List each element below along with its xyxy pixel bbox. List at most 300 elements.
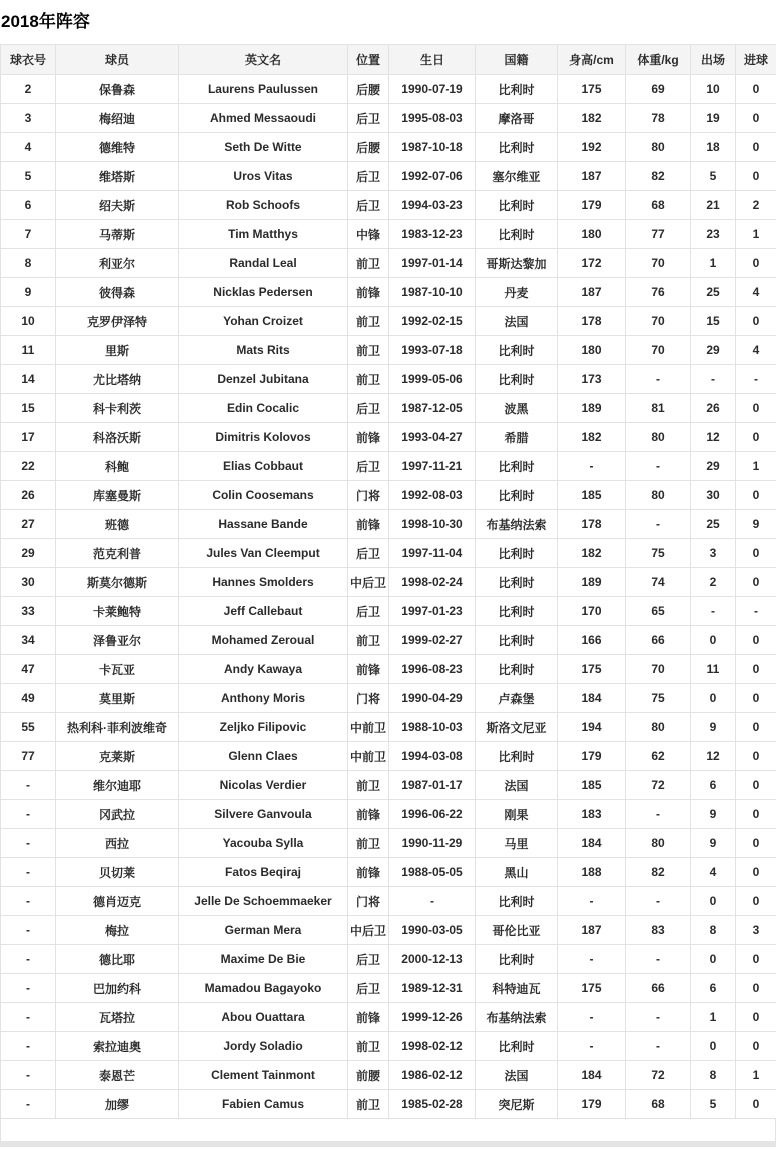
cell-jersey-number: 9	[1, 278, 56, 307]
cell-player-name-en: Andy Kawaya	[179, 655, 348, 684]
cell-nationality: 法国	[476, 307, 558, 336]
cell-jersey-number: 47	[1, 655, 56, 684]
cell-position: 前卫	[348, 626, 389, 655]
cell-player-name-cn: 尤比塔纳	[56, 365, 179, 394]
cell-nationality: 比利时	[476, 568, 558, 597]
cell-nationality: 比利时	[476, 191, 558, 220]
cell-birthday: 1987-10-18	[389, 133, 476, 162]
cell-position: 后卫	[348, 945, 389, 974]
cell-birthday: 1998-02-24	[389, 568, 476, 597]
cell-height: -	[558, 945, 626, 974]
cell-weight: -	[626, 510, 691, 539]
cell-player-name-en: Nicolas Verdier	[179, 771, 348, 800]
cell-appearances: 11	[691, 655, 736, 684]
table-row	[1, 626, 776, 655]
cell-position: 前卫	[348, 1090, 389, 1119]
cell-goals: 0	[736, 655, 776, 684]
cell-weight: -	[626, 800, 691, 829]
cell-position: 中前卫	[348, 742, 389, 771]
cell-position: 中前卫	[348, 713, 389, 742]
table-row	[1, 539, 776, 568]
cell-weight: 72	[626, 1061, 691, 1090]
cell-player-name-cn: 巴加约科	[56, 974, 179, 1003]
cell-nationality: 突尼斯	[476, 1090, 558, 1119]
cell-position: 前卫	[348, 336, 389, 365]
cell-goals: 0	[736, 307, 776, 336]
cell-player-name-en: Maxime De Bie	[179, 945, 348, 974]
column-header-height: 身高/cm	[558, 45, 626, 75]
cell-goals: 0	[736, 1032, 776, 1061]
cell-nationality: 卢森堡	[476, 684, 558, 713]
cell-jersey-number: 26	[1, 481, 56, 510]
cell-birthday: 1992-02-15	[389, 307, 476, 336]
cell-position: 门将	[348, 684, 389, 713]
cell-birthday: 1997-11-04	[389, 539, 476, 568]
cell-position: 后卫	[348, 191, 389, 220]
table-row	[1, 510, 776, 539]
cell-height: 173	[558, 365, 626, 394]
table-row	[1, 800, 776, 829]
cell-height: 192	[558, 133, 626, 162]
cell-appearances: 0	[691, 887, 736, 916]
cell-height: 185	[558, 771, 626, 800]
cell-nationality: 比利时	[476, 365, 558, 394]
cell-player-name-cn: 班德	[56, 510, 179, 539]
column-header-goals: 进球	[736, 45, 776, 75]
cell-nationality: 布基纳法索	[476, 510, 558, 539]
cell-position: 前腰	[348, 1061, 389, 1090]
cell-jersey-number: -	[1, 887, 56, 916]
cell-jersey-number: 22	[1, 452, 56, 481]
table-row	[1, 684, 776, 713]
cell-birthday: 1996-06-22	[389, 800, 476, 829]
table-row	[1, 220, 776, 249]
table-row	[1, 423, 776, 452]
table-row	[1, 104, 776, 133]
cell-birthday: 1997-11-21	[389, 452, 476, 481]
cell-nationality: 科特迪瓦	[476, 974, 558, 1003]
cell-goals: 0	[736, 75, 776, 104]
cell-height: 184	[558, 829, 626, 858]
cell-position: 前锋	[348, 1003, 389, 1032]
table-footer-space	[0, 1119, 776, 1141]
cell-height: 188	[558, 858, 626, 887]
cell-birthday: 1999-12-26	[389, 1003, 476, 1032]
cell-position: 中锋	[348, 220, 389, 249]
table-row	[1, 75, 776, 104]
cell-goals: 0	[736, 568, 776, 597]
cell-appearances: 5	[691, 1090, 736, 1119]
table-row	[1, 829, 776, 858]
cell-appearances: 12	[691, 423, 736, 452]
cell-goals: 0	[736, 626, 776, 655]
cell-height: 172	[558, 249, 626, 278]
cell-nationality: 希腊	[476, 423, 558, 452]
cell-birthday: 1995-08-03	[389, 104, 476, 133]
cell-goals: 0	[736, 858, 776, 887]
cell-jersey-number: -	[1, 858, 56, 887]
cell-position: 前锋	[348, 278, 389, 307]
squad-table	[0, 44, 776, 1119]
cell-jersey-number: 2	[1, 75, 56, 104]
cell-appearances: 5	[691, 162, 736, 191]
table-row	[1, 162, 776, 191]
cell-player-name-cn: 里斯	[56, 336, 179, 365]
cell-appearances: 0	[691, 684, 736, 713]
cell-appearances: 15	[691, 307, 736, 336]
cell-birthday: 1990-07-19	[389, 75, 476, 104]
cell-nationality: 摩洛哥	[476, 104, 558, 133]
cell-position: 前卫	[348, 771, 389, 800]
cell-position: 前锋	[348, 510, 389, 539]
cell-position: 后卫	[348, 539, 389, 568]
cell-jersey-number: 4	[1, 133, 56, 162]
cell-weight: 70	[626, 336, 691, 365]
cell-goals: 0	[736, 945, 776, 974]
cell-goals: -	[736, 365, 776, 394]
cell-position: 前卫	[348, 365, 389, 394]
table-row	[1, 278, 776, 307]
cell-height: -	[558, 452, 626, 481]
cell-weight: -	[626, 945, 691, 974]
cell-position: 后卫	[348, 597, 389, 626]
cell-goals: 0	[736, 974, 776, 1003]
cell-birthday: 1986-02-12	[389, 1061, 476, 1090]
cell-player-name-cn: 彼得森	[56, 278, 179, 307]
cell-nationality: 法国	[476, 1061, 558, 1090]
cell-player-name-en: Tim Matthys	[179, 220, 348, 249]
cell-appearances: 0	[691, 1032, 736, 1061]
cell-goals: 1	[736, 452, 776, 481]
cell-height: 179	[558, 1090, 626, 1119]
table-row	[1, 1090, 776, 1119]
cell-goals: -	[736, 597, 776, 626]
cell-goals: 1	[736, 1061, 776, 1090]
cell-appearances: 6	[691, 771, 736, 800]
cell-goals: 0	[736, 742, 776, 771]
cell-height: 194	[558, 713, 626, 742]
cell-weight: 80	[626, 423, 691, 452]
cell-weight: -	[626, 452, 691, 481]
cell-player-name-en: Glenn Claes	[179, 742, 348, 771]
cell-position: 后腰	[348, 75, 389, 104]
cell-player-name-en: Laurens Paulussen	[179, 75, 348, 104]
table-row	[1, 771, 776, 800]
cell-weight: 82	[626, 162, 691, 191]
cell-height: 187	[558, 278, 626, 307]
cell-player-name-en: Jordy Soladio	[179, 1032, 348, 1061]
cell-weight: 70	[626, 307, 691, 336]
cell-nationality: 马里	[476, 829, 558, 858]
cell-goals: 0	[736, 133, 776, 162]
cell-nationality: 布基纳法索	[476, 1003, 558, 1032]
cell-appearances: 29	[691, 336, 736, 365]
cell-player-name-en: Denzel Jubitana	[179, 365, 348, 394]
cell-jersey-number: -	[1, 1032, 56, 1061]
cell-goals: 3	[736, 916, 776, 945]
cell-height: 178	[558, 307, 626, 336]
cell-appearances: 12	[691, 742, 736, 771]
table-row	[1, 655, 776, 684]
table-body	[1, 75, 776, 1119]
table-row	[1, 1061, 776, 1090]
cell-weight: -	[626, 1003, 691, 1032]
cell-height: -	[558, 1003, 626, 1032]
cell-player-name-en: Ahmed Messaoudi	[179, 104, 348, 133]
cell-jersey-number: 77	[1, 742, 56, 771]
column-header-appearances: 出场	[691, 45, 736, 75]
table-row	[1, 945, 776, 974]
column-header-weight: 体重/kg	[626, 45, 691, 75]
cell-player-name-en: Dimitris Kolovos	[179, 423, 348, 452]
column-header-jersey-number: 球衣号	[1, 45, 56, 75]
cell-goals: 0	[736, 887, 776, 916]
cell-weight: -	[626, 1032, 691, 1061]
cell-position: 前锋	[348, 423, 389, 452]
cell-position: 前锋	[348, 655, 389, 684]
table-row	[1, 191, 776, 220]
cell-player-name-cn: 维尔迪耶	[56, 771, 179, 800]
cell-jersey-number: 34	[1, 626, 56, 655]
table-row	[1, 452, 776, 481]
cell-birthday: 1983-12-23	[389, 220, 476, 249]
cell-player-name-en: Hannes Smolders	[179, 568, 348, 597]
cell-player-name-cn: 贝切莱	[56, 858, 179, 887]
cell-goals: 0	[736, 394, 776, 423]
cell-player-name-en: Clement Tainmont	[179, 1061, 348, 1090]
cell-player-name-en: Zeljko Filipovic	[179, 713, 348, 742]
cell-appearances: -	[691, 597, 736, 626]
cell-jersey-number: -	[1, 1003, 56, 1032]
cell-appearances: 30	[691, 481, 736, 510]
cell-goals: 0	[736, 249, 776, 278]
cell-player-name-cn: 梅绍迪	[56, 104, 179, 133]
cell-player-name-cn: 梅拉	[56, 916, 179, 945]
cell-nationality: 丹麦	[476, 278, 558, 307]
cell-player-name-cn: 绍夫斯	[56, 191, 179, 220]
cell-position: 前卫	[348, 249, 389, 278]
cell-jersey-number: -	[1, 771, 56, 800]
cell-jersey-number: 14	[1, 365, 56, 394]
cell-birthday: 2000-12-13	[389, 945, 476, 974]
cell-weight: 75	[626, 684, 691, 713]
cell-player-name-cn: 利亚尔	[56, 249, 179, 278]
cell-nationality: 波黑	[476, 394, 558, 423]
cell-weight: 78	[626, 104, 691, 133]
cell-goals: 0	[736, 684, 776, 713]
cell-appearances: 0	[691, 945, 736, 974]
cell-appearances: 8	[691, 916, 736, 945]
cell-player-name-en: Uros Vitas	[179, 162, 348, 191]
cell-position: 后卫	[348, 452, 389, 481]
cell-appearances: 10	[691, 75, 736, 104]
cell-player-name-cn: 范克利普	[56, 539, 179, 568]
cell-appearances: -	[691, 365, 736, 394]
cell-player-name-cn: 泽鲁亚尔	[56, 626, 179, 655]
cell-birthday: 1994-03-08	[389, 742, 476, 771]
table-row	[1, 916, 776, 945]
cell-nationality: 比利时	[476, 887, 558, 916]
cell-player-name-cn: 科卡利茨	[56, 394, 179, 423]
cell-position: 后卫	[348, 162, 389, 191]
column-header-birthday: 生日	[389, 45, 476, 75]
table-row	[1, 1003, 776, 1032]
cell-birthday: 1997-01-14	[389, 249, 476, 278]
cell-jersey-number: 29	[1, 539, 56, 568]
cell-goals: 0	[736, 800, 776, 829]
cell-birthday: 1987-12-05	[389, 394, 476, 423]
table-row	[1, 336, 776, 365]
cell-player-name-cn: 马蒂斯	[56, 220, 179, 249]
cell-height: 175	[558, 974, 626, 1003]
table-row	[1, 365, 776, 394]
cell-nationality: 比利时	[476, 220, 558, 249]
cell-jersey-number: 30	[1, 568, 56, 597]
cell-player-name-cn: 瓦塔拉	[56, 1003, 179, 1032]
cell-jersey-number: 11	[1, 336, 56, 365]
cell-player-name-en: Jelle De Schoemmaeker	[179, 887, 348, 916]
cell-goals: 4	[736, 278, 776, 307]
cell-player-name-en: Elias Cobbaut	[179, 452, 348, 481]
cell-player-name-en: Jeff Callebaut	[179, 597, 348, 626]
table-row	[1, 713, 776, 742]
table-row	[1, 481, 776, 510]
table-row	[1, 568, 776, 597]
cell-weight: 80	[626, 133, 691, 162]
cell-goals: 0	[736, 104, 776, 133]
cell-jersey-number: 8	[1, 249, 56, 278]
cell-player-name-en: Rob Schoofs	[179, 191, 348, 220]
cell-weight: 68	[626, 1090, 691, 1119]
table-row	[1, 394, 776, 423]
cell-player-name-cn: 西拉	[56, 829, 179, 858]
cell-nationality: 刚果	[476, 800, 558, 829]
cell-player-name-en: Randal Leal	[179, 249, 348, 278]
cell-position: 前卫	[348, 829, 389, 858]
cell-goals: 0	[736, 829, 776, 858]
cell-player-name-en: Yacouba Sylla	[179, 829, 348, 858]
header-row	[1, 45, 776, 75]
cell-appearances: 18	[691, 133, 736, 162]
cell-height: 180	[558, 336, 626, 365]
cell-height: 189	[558, 568, 626, 597]
cell-birthday: 1999-05-06	[389, 365, 476, 394]
cell-player-name-en: Colin Coosemans	[179, 481, 348, 510]
cell-jersey-number: -	[1, 974, 56, 1003]
cell-position: 后腰	[348, 133, 389, 162]
column-header-nationality: 国籍	[476, 45, 558, 75]
cell-player-name-cn: 冈武拉	[56, 800, 179, 829]
cell-player-name-cn: 索拉迪奥	[56, 1032, 179, 1061]
cell-goals: 0	[736, 481, 776, 510]
cell-weight: -	[626, 887, 691, 916]
cell-goals: 0	[736, 539, 776, 568]
cell-birthday: 1988-05-05	[389, 858, 476, 887]
page-title: 2018年阵容	[1, 12, 90, 31]
cell-nationality: 斯洛文尼亚	[476, 713, 558, 742]
cell-birthday: 1993-07-18	[389, 336, 476, 365]
cell-height: 166	[558, 626, 626, 655]
cell-jersey-number: 27	[1, 510, 56, 539]
cell-weight: 80	[626, 481, 691, 510]
cell-position: 门将	[348, 887, 389, 916]
cell-height: 184	[558, 684, 626, 713]
table-row	[1, 974, 776, 1003]
cell-nationality: 黑山	[476, 858, 558, 887]
cell-player-name-en: Fabien Camus	[179, 1090, 348, 1119]
cell-jersey-number: 55	[1, 713, 56, 742]
cell-position: 前卫	[348, 1032, 389, 1061]
cell-height: 179	[558, 191, 626, 220]
cell-weight: 70	[626, 249, 691, 278]
cell-birthday: 1992-07-06	[389, 162, 476, 191]
cell-height: 182	[558, 423, 626, 452]
cell-player-name-en: Edin Cocalic	[179, 394, 348, 423]
cell-player-name-en: Hassane Bande	[179, 510, 348, 539]
cell-weight: 75	[626, 539, 691, 568]
cell-height: 175	[558, 655, 626, 684]
cell-jersey-number: 6	[1, 191, 56, 220]
cell-nationality: 比利时	[476, 945, 558, 974]
cell-birthday: 1988-10-03	[389, 713, 476, 742]
horizontal-scrollbar[interactable]	[0, 1141, 776, 1147]
cell-goals: 0	[736, 1090, 776, 1119]
cell-jersey-number: 5	[1, 162, 56, 191]
cell-birthday: 1985-02-28	[389, 1090, 476, 1119]
cell-weight: 83	[626, 916, 691, 945]
cell-jersey-number: 49	[1, 684, 56, 713]
cell-jersey-number: 3	[1, 104, 56, 133]
cell-weight: 81	[626, 394, 691, 423]
cell-position: 前锋	[348, 858, 389, 887]
cell-weight: 65	[626, 597, 691, 626]
cell-weight: -	[626, 365, 691, 394]
cell-weight: 77	[626, 220, 691, 249]
cell-height: 185	[558, 481, 626, 510]
cell-goals: 2	[736, 191, 776, 220]
cell-appearances: 26	[691, 394, 736, 423]
cell-appearances: 6	[691, 974, 736, 1003]
cell-player-name-en: Anthony Moris	[179, 684, 348, 713]
cell-goals: 1	[736, 220, 776, 249]
cell-birthday: 1994-03-23	[389, 191, 476, 220]
cell-player-name-cn: 德肖迈克	[56, 887, 179, 916]
cell-player-name-cn: 斯莫尔德斯	[56, 568, 179, 597]
column-header-player-name-cn: 球员	[56, 45, 179, 75]
cell-nationality: 比利时	[476, 597, 558, 626]
cell-player-name-en: Mats Rits	[179, 336, 348, 365]
cell-birthday: 1998-02-12	[389, 1032, 476, 1061]
cell-player-name-en: Fatos Beqiraj	[179, 858, 348, 887]
cell-jersey-number: -	[1, 829, 56, 858]
cell-birthday: 1990-04-29	[389, 684, 476, 713]
cell-height: 182	[558, 539, 626, 568]
cell-weight: 69	[626, 75, 691, 104]
cell-player-name-en: Mohamed Zeroual	[179, 626, 348, 655]
cell-nationality: 哥斯达黎加	[476, 249, 558, 278]
table-row	[1, 597, 776, 626]
cell-weight: 66	[626, 626, 691, 655]
cell-nationality: 比利时	[476, 133, 558, 162]
cell-nationality: 法国	[476, 771, 558, 800]
cell-appearances: 4	[691, 858, 736, 887]
cell-nationality: 塞尔维亚	[476, 162, 558, 191]
cell-weight: 68	[626, 191, 691, 220]
cell-birthday: 1990-03-05	[389, 916, 476, 945]
table-header	[1, 45, 776, 75]
cell-jersey-number: 17	[1, 423, 56, 452]
cell-position: 后卫	[348, 974, 389, 1003]
